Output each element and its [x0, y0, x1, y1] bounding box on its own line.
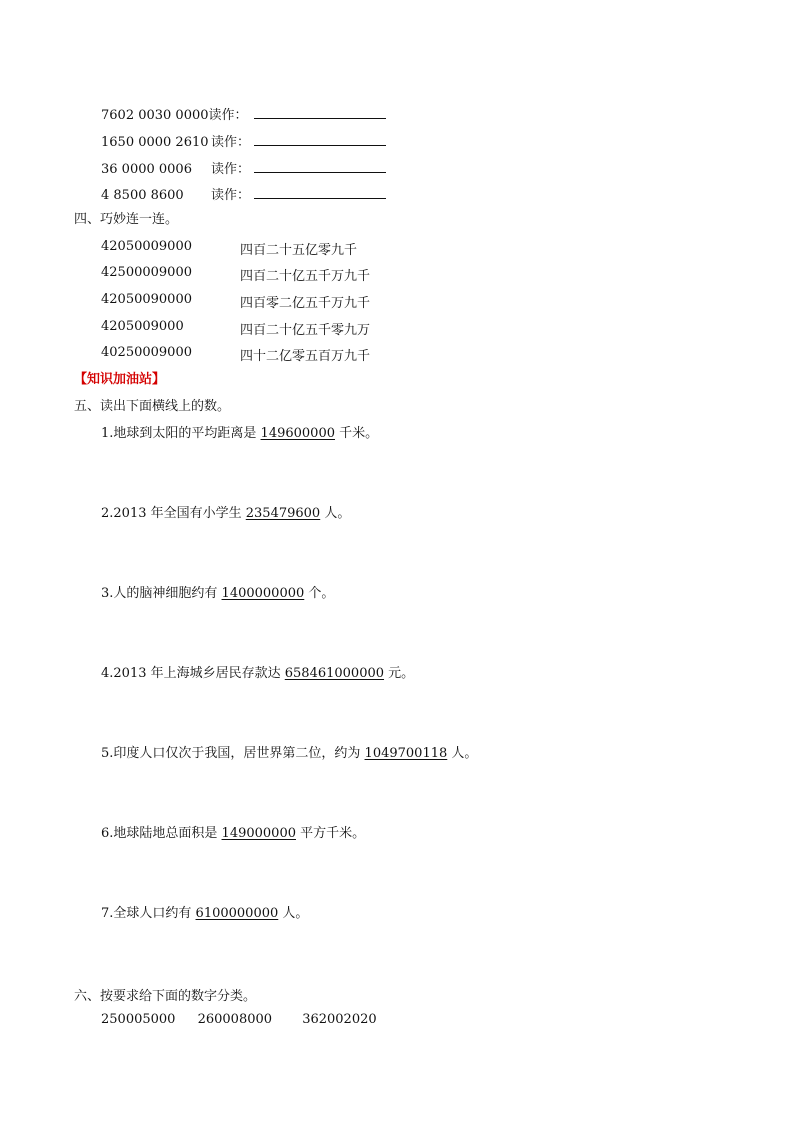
read-label: 读作： — [211, 188, 251, 203]
read-item-3 — [101, 159, 386, 178]
read-question-5 — [101, 746, 477, 762]
question-suffix: 元。 — [384, 666, 415, 681]
section4-title: 四、巧妙连一连。 — [74, 212, 179, 227]
section6-title: 六、按要求给下面的数字分类。 — [74, 989, 257, 1004]
underlined-number: 1049700118 — [364, 746, 448, 761]
classify-number: 260008000 — [197, 1012, 273, 1027]
answer-blank[interactable] — [254, 105, 386, 119]
read-item-4 — [101, 185, 386, 204]
match-word[interactable]: 四十二亿零五百万九千 — [240, 349, 371, 364]
match-word[interactable]: 四百零二亿五千万九千 — [240, 296, 371, 311]
match-row — [0, 345, 793, 364]
match-word[interactable]: 四百二十亿五千零九万 — [240, 323, 371, 338]
question-text: 2.2013 年全国有小学生 — [101, 506, 246, 521]
question-suffix: 个。 — [304, 586, 335, 601]
read-question-1 — [101, 426, 378, 442]
section5-title: 五、读出下面横线上的数。 — [74, 399, 231, 414]
read-label: 读作： — [208, 108, 248, 123]
read-number: 36 0000 0006 — [101, 162, 192, 177]
underlined-number: 149600000 — [260, 426, 335, 441]
question-suffix: 平方千米。 — [296, 826, 366, 841]
answer-blank[interactable] — [254, 159, 386, 173]
read-number: 1650 0000 2610 — [101, 135, 209, 150]
knowledge-heading: 【知识加油站】 — [74, 372, 166, 387]
question-suffix: 人。 — [278, 906, 309, 921]
classify-numbers — [101, 1012, 377, 1028]
match-number[interactable]: 40250009000 — [101, 345, 192, 360]
match-word[interactable]: 四百二十亿五千万九千 — [240, 269, 371, 284]
match-number[interactable]: 4205009000 — [101, 319, 184, 334]
question-suffix: 人。 — [320, 506, 351, 521]
read-question-6 — [101, 826, 365, 842]
match-row — [0, 292, 793, 311]
match-row — [0, 239, 793, 258]
read-question-2 — [101, 506, 350, 522]
question-suffix: 人。 — [447, 746, 478, 761]
answer-blank[interactable] — [254, 132, 386, 146]
question-text: 3.人的脑神细胞约有 — [101, 586, 222, 601]
underlined-number: 6100000000 — [195, 906, 279, 921]
match-number[interactable]: 42050009000 — [101, 239, 192, 254]
match-number[interactable]: 42500009000 — [101, 265, 192, 280]
answer-blank[interactable] — [254, 185, 386, 199]
read-label: 读作： — [211, 135, 251, 150]
read-question-3 — [101, 586, 334, 602]
read-question-7 — [101, 906, 308, 922]
underlined-number: 149000000 — [221, 826, 296, 841]
read-question-4 — [101, 666, 414, 682]
question-text: 6.地球陆地总面积是 — [101, 826, 222, 841]
question-text: 5.印度人口仅次于我国，居世界第二位，约为 — [101, 746, 365, 761]
underlined-number: 235479600 — [245, 506, 321, 521]
read-number: 7602 0030 0000 — [101, 108, 209, 123]
classify-number: 362002020 — [302, 1012, 377, 1027]
read-label: 读作： — [211, 162, 251, 177]
match-number[interactable]: 42050090000 — [101, 292, 192, 307]
underlined-number: 1400000000 — [221, 586, 305, 601]
read-number: 4 8500 8600 — [101, 188, 184, 203]
match-word[interactable]: 四百二十五亿零九千 — [240, 243, 358, 258]
classify-number: 250005000 — [101, 1012, 176, 1027]
read-item-2 — [101, 132, 386, 151]
match-row — [0, 319, 793, 338]
question-text: 7.全球人口约有 — [101, 906, 196, 921]
question-text: 4.2013 年上海城乡居民存款达 — [101, 666, 285, 681]
read-item-1 — [101, 105, 386, 124]
question-text: 1.地球到太阳的平均距离是 — [101, 426, 261, 441]
underlined-number: 658461000000 — [284, 666, 385, 681]
match-row — [0, 265, 793, 284]
question-suffix: 千米。 — [335, 426, 379, 441]
